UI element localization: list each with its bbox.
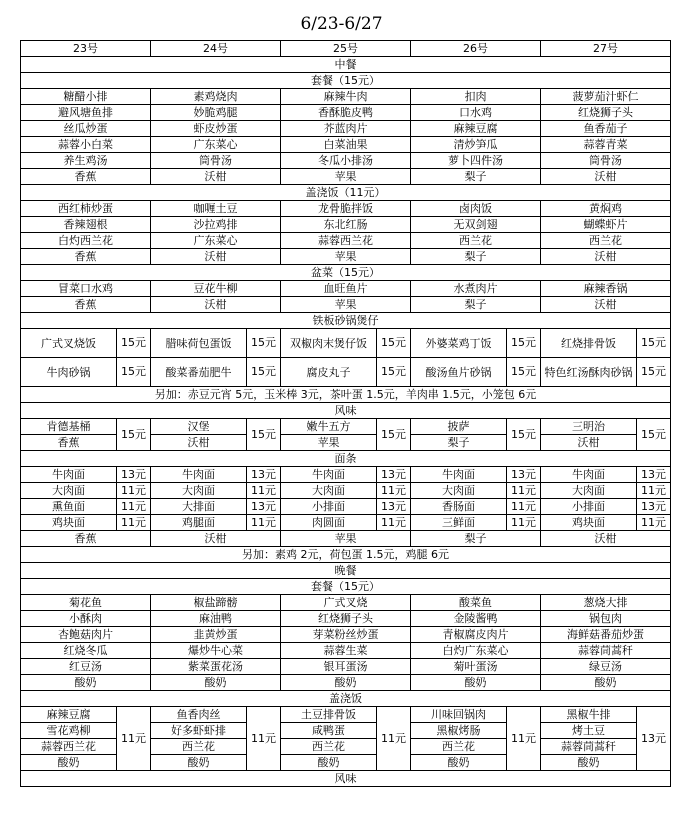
dinner-rice-dish-cell: 好多虾虾排 bbox=[151, 723, 247, 739]
noodle-dish-cell: 大肉面 bbox=[151, 483, 247, 499]
dinner-rice-price-cell: 11元 bbox=[247, 707, 281, 771]
lunch-rice-row bbox=[21, 201, 671, 217]
dish-cell: 素鸡烧肉 bbox=[151, 89, 281, 105]
noodle-dish-cell: 大肉面 bbox=[411, 483, 507, 499]
noodle-price-cell: 11元 bbox=[377, 483, 411, 499]
dish-cell: 芥蓝肉片 bbox=[281, 121, 411, 137]
noodle-dish-cell: 鸡块面 bbox=[541, 515, 637, 531]
dish-cell: 广式叉烧 bbox=[281, 595, 411, 611]
dish-cell: 椒盐蹄髈 bbox=[151, 595, 281, 611]
pot-price-cell: 15元 bbox=[507, 358, 541, 387]
dish-cell: 韭黄炒蛋 bbox=[151, 627, 281, 643]
western-price-cell: 15元 bbox=[377, 419, 411, 451]
dinner-rice-dish-cell: 西兰花 bbox=[411, 739, 507, 755]
lunch-set-row bbox=[21, 89, 671, 105]
dinner-rice-dish-cell: 酸奶 bbox=[541, 755, 637, 771]
dish-cell: 虾皮炒蛋 bbox=[151, 121, 281, 137]
dish-cell: 卤肉饭 bbox=[411, 201, 541, 217]
dish-cell: 口水鸡 bbox=[411, 105, 541, 121]
noodle-dish-cell: 牛肉面 bbox=[151, 467, 247, 483]
dinner-rice-dish-cell: 烤土豆 bbox=[541, 723, 637, 739]
lunch-set-row bbox=[21, 105, 671, 121]
dinner-header-row bbox=[21, 563, 671, 579]
western-dish-cell: 汉堡 bbox=[151, 419, 247, 435]
dinner-flavor-header: 风味 bbox=[21, 771, 671, 787]
lunch-bowl-row bbox=[21, 281, 671, 297]
dish-cell: 西红柿炒蛋 bbox=[21, 201, 151, 217]
dish-cell: 萝卜四件汤 bbox=[411, 153, 541, 169]
noodle-price-cell: 11元 bbox=[117, 483, 151, 499]
lunch-western-row bbox=[21, 419, 671, 435]
day-header: 26号 bbox=[411, 41, 541, 57]
dish-cell: 咖喱土豆 bbox=[151, 201, 281, 217]
lunch-header: 中餐 bbox=[21, 57, 671, 73]
lunch-bowl-header-row bbox=[21, 265, 671, 281]
pot-dish-cell: 双椒肉末煲仔饭 bbox=[281, 329, 377, 358]
dish-cell: 冒菜口水鸡 bbox=[21, 281, 151, 297]
dish-cell: 麻油鸭 bbox=[151, 611, 281, 627]
dinner-rice-price-cell: 11元 bbox=[377, 707, 411, 771]
lunch-rice-row bbox=[21, 233, 671, 249]
lunch-set-row bbox=[21, 137, 671, 153]
dish-cell: 青椒腐皮肉片 bbox=[411, 627, 541, 643]
dish-cell: 麻辣香锅 bbox=[541, 281, 671, 297]
dish-cell: 筒骨汤 bbox=[541, 153, 671, 169]
noodle-dish-cell: 大肉面 bbox=[281, 483, 377, 499]
dish-cell: 绿豆汤 bbox=[541, 659, 671, 675]
western-price-cell: 15元 bbox=[117, 419, 151, 451]
noodle-dish-cell: 三鲜面 bbox=[411, 515, 507, 531]
dish-cell: 金陵酱鸭 bbox=[411, 611, 541, 627]
dish-cell: 红豆汤 bbox=[21, 659, 151, 675]
dinner-rice-price-cell: 13元 bbox=[637, 707, 671, 771]
fruit-cell: 沃柑 bbox=[151, 531, 281, 547]
dish-cell: 沃柑 bbox=[541, 249, 671, 265]
dish-cell: 沙拉鸡排 bbox=[151, 217, 281, 233]
noodle-dish-cell: 肉圆面 bbox=[281, 515, 377, 531]
dish-cell: 酸奶 bbox=[541, 675, 671, 691]
pot-price-cell: 15元 bbox=[247, 329, 281, 358]
day-header-row bbox=[21, 41, 671, 57]
western-fruit-cell: 沃柑 bbox=[541, 435, 637, 451]
dish-cell: 蒜蓉生菜 bbox=[281, 643, 411, 659]
dinner-rice-dish-cell: 酸奶 bbox=[411, 755, 507, 771]
noodle-price-cell: 11元 bbox=[377, 515, 411, 531]
noodle-row bbox=[21, 467, 671, 483]
western-fruit-cell: 香蕉 bbox=[21, 435, 117, 451]
dish-cell: 白菜油果 bbox=[281, 137, 411, 153]
dish-cell: 爆炒牛心菜 bbox=[151, 643, 281, 659]
noodle-price-cell: 13元 bbox=[637, 467, 671, 483]
lunch-set-row bbox=[21, 169, 671, 185]
lunch-pot-row bbox=[21, 329, 671, 358]
lunch-header-row bbox=[21, 57, 671, 73]
dish-cell: 梨子 bbox=[411, 169, 541, 185]
dish-cell: 梨子 bbox=[411, 297, 541, 313]
western-dish-cell: 披萨 bbox=[411, 419, 507, 435]
western-price-cell: 15元 bbox=[507, 419, 541, 451]
dinner-set-row bbox=[21, 659, 671, 675]
day-header: 25号 bbox=[281, 41, 411, 57]
noodle-price-cell: 11元 bbox=[637, 483, 671, 499]
dish-cell: 香酥脆皮鸭 bbox=[281, 105, 411, 121]
dish-cell: 避风塘鱼排 bbox=[21, 105, 151, 121]
dinner-rice-dish-cell: 酸奶 bbox=[281, 755, 377, 771]
dish-cell: 水煮肉片 bbox=[411, 281, 541, 297]
lunch-western-header-row bbox=[21, 403, 671, 419]
noodle-dish-cell: 牛肉面 bbox=[411, 467, 507, 483]
dish-cell: 菠萝茄汁虾仁 bbox=[541, 89, 671, 105]
dish-cell: 酸奶 bbox=[21, 675, 151, 691]
noodle-dish-cell: 鸡块面 bbox=[21, 515, 117, 531]
noodle-dish-cell: 大排面 bbox=[151, 499, 247, 515]
dish-cell: 香辣翅根 bbox=[21, 217, 151, 233]
dish-cell: 酸菜鱼 bbox=[411, 595, 541, 611]
noodle-fruit-row bbox=[21, 531, 671, 547]
dish-cell: 香蕉 bbox=[21, 297, 151, 313]
noodle-price-cell: 11元 bbox=[637, 515, 671, 531]
dish-cell: 豆花牛柳 bbox=[151, 281, 281, 297]
dish-cell: 菊叶蛋汤 bbox=[411, 659, 541, 675]
dish-cell: 香蕉 bbox=[21, 249, 151, 265]
pot-price-cell: 15元 bbox=[507, 329, 541, 358]
western-dish-cell: 嫩牛五方 bbox=[281, 419, 377, 435]
noodle-dish-cell: 小排面 bbox=[541, 499, 637, 515]
pot-price-cell: 15元 bbox=[377, 329, 411, 358]
dinner-rice-dish-cell: 黑椒牛排 bbox=[541, 707, 637, 723]
noodle-dish-cell: 大肉面 bbox=[541, 483, 637, 499]
noodle-price-cell: 13元 bbox=[247, 467, 281, 483]
pot-dish-cell: 特色红汤酥肉砂锅 bbox=[541, 358, 637, 387]
pot-price-cell: 15元 bbox=[377, 358, 411, 387]
noodle-price-cell: 13元 bbox=[637, 499, 671, 515]
dish-cell: 白灼广东菜心 bbox=[411, 643, 541, 659]
dish-cell: 海鲜菇番茄炒蛋 bbox=[541, 627, 671, 643]
dish-cell: 苹果 bbox=[281, 297, 411, 313]
noodle-dish-cell: 小排面 bbox=[281, 499, 377, 515]
dish-cell: 酸奶 bbox=[411, 675, 541, 691]
dish-cell: 紫菜蛋花汤 bbox=[151, 659, 281, 675]
dish-cell: 小酥肉 bbox=[21, 611, 151, 627]
noodle-price-cell: 11元 bbox=[117, 499, 151, 515]
western-fruit-cell: 苹果 bbox=[281, 435, 377, 451]
dish-cell: 酸奶 bbox=[281, 675, 411, 691]
dish-cell: 苹果 bbox=[281, 249, 411, 265]
pot-dish-cell: 腊味荷包蛋饭 bbox=[151, 329, 247, 358]
lunch-set-row bbox=[21, 121, 671, 137]
lunch-noodles-header: 面条 bbox=[21, 451, 671, 467]
noodle-dish-cell: 香肠面 bbox=[411, 499, 507, 515]
dinner-rice-dish-cell: 西兰花 bbox=[281, 739, 377, 755]
dish-cell: 东北红肠 bbox=[281, 217, 411, 233]
pot-dish-cell: 广式叉烧饭 bbox=[21, 329, 117, 358]
dinner-rice-dish-cell: 蒜蓉西兰花 bbox=[21, 739, 117, 755]
western-dish-cell: 肯德基桶 bbox=[21, 419, 117, 435]
lunch-rice-header: 盖浇饭（11元） bbox=[21, 185, 671, 201]
dinner-rice-row bbox=[21, 707, 671, 723]
lunch-rice-row bbox=[21, 249, 671, 265]
lunch-pot-extra: 另加：赤豆元宵 5元，玉米棒 3元，茶叶蛋 1.5元，羊肉串 1.5元，小笼包 6元 bbox=[21, 387, 671, 403]
dinner-rice-price-cell: 11元 bbox=[507, 707, 541, 771]
dinner-set-header: 套餐（15元） bbox=[21, 579, 671, 595]
dish-cell: 筒骨汤 bbox=[151, 153, 281, 169]
dinner-rice-dish-cell: 酸奶 bbox=[151, 755, 247, 771]
dish-cell: 酸奶 bbox=[151, 675, 281, 691]
noodle-price-cell: 13元 bbox=[377, 467, 411, 483]
lunch-pot-header-row bbox=[21, 313, 671, 329]
lunch-rice-header-row bbox=[21, 185, 671, 201]
weekly-menu-table bbox=[20, 40, 671, 787]
pot-price-cell: 15元 bbox=[117, 329, 151, 358]
dinner-set-row bbox=[21, 627, 671, 643]
dish-cell: 血旺鱼片 bbox=[281, 281, 411, 297]
pot-dish-cell: 酸菜番茄肥牛 bbox=[151, 358, 247, 387]
dish-cell: 沃柑 bbox=[541, 297, 671, 313]
dish-cell: 蝴蝶虾片 bbox=[541, 217, 671, 233]
dish-cell: 无双剑翅 bbox=[411, 217, 541, 233]
dinner-rice-header: 盖浇饭 bbox=[21, 691, 671, 707]
dish-cell: 芽菜粉丝炒蛋 bbox=[281, 627, 411, 643]
noodle-row bbox=[21, 499, 671, 515]
noodle-price-cell: 11元 bbox=[507, 499, 541, 515]
dinner-header: 晚餐 bbox=[21, 563, 671, 579]
dish-cell: 红烧冬瓜 bbox=[21, 643, 151, 659]
dish-cell: 红烧狮子头 bbox=[541, 105, 671, 121]
dinner-rice-dish-cell: 川味回锅肉 bbox=[411, 707, 507, 723]
lunch-set-header: 套餐（15元） bbox=[21, 73, 671, 89]
dish-cell: 银耳蛋汤 bbox=[281, 659, 411, 675]
dish-cell: 龙骨脆拌饭 bbox=[281, 201, 411, 217]
dinner-set-row bbox=[21, 611, 671, 627]
western-fruit-cell: 梨子 bbox=[411, 435, 507, 451]
dinner-rice-dish-cell: 蒜蓉茼蒿秆 bbox=[541, 739, 637, 755]
dish-cell: 麻辣牛肉 bbox=[281, 89, 411, 105]
noodle-price-cell: 11元 bbox=[117, 515, 151, 531]
dish-cell: 菊花鱼 bbox=[21, 595, 151, 611]
fruit-cell: 沃柑 bbox=[541, 531, 671, 547]
pot-price-cell: 15元 bbox=[637, 358, 671, 387]
western-price-cell: 15元 bbox=[637, 419, 671, 451]
noodle-row bbox=[21, 515, 671, 531]
dish-cell: 锅包肉 bbox=[541, 611, 671, 627]
noodle-price-cell: 11元 bbox=[507, 483, 541, 499]
dish-cell: 广东菜心 bbox=[151, 233, 281, 249]
pot-dish-cell: 腐皮丸子 bbox=[281, 358, 377, 387]
day-header: 23号 bbox=[21, 41, 151, 57]
pot-price-cell: 15元 bbox=[117, 358, 151, 387]
lunch-pot-header: 铁板砂锅煲仔 bbox=[21, 313, 671, 329]
dish-cell: 养生鸡汤 bbox=[21, 153, 151, 169]
fruit-cell: 苹果 bbox=[281, 531, 411, 547]
western-dish-cell: 三明治 bbox=[541, 419, 637, 435]
dish-cell: 白灼西兰花 bbox=[21, 233, 151, 249]
dish-cell: 丝瓜炒蛋 bbox=[21, 121, 151, 137]
dish-cell: 扣肉 bbox=[411, 89, 541, 105]
dinner-rice-dish-cell: 鱼香肉丝 bbox=[151, 707, 247, 723]
dinner-rice-header-row bbox=[21, 691, 671, 707]
lunch-western-header: 风味 bbox=[21, 403, 671, 419]
pot-price-cell: 15元 bbox=[637, 329, 671, 358]
noodle-dish-cell: 牛肉面 bbox=[541, 467, 637, 483]
lunch-pot-extra-row bbox=[21, 387, 671, 403]
pot-price-cell: 15元 bbox=[247, 358, 281, 387]
fruit-cell: 香蕉 bbox=[21, 531, 151, 547]
noodle-dish-cell: 牛肉面 bbox=[281, 467, 377, 483]
lunch-pot-row bbox=[21, 358, 671, 387]
dish-cell: 西兰花 bbox=[411, 233, 541, 249]
noodle-price-cell: 11元 bbox=[247, 483, 281, 499]
dinner-rice-dish-cell: 黑椒烤肠 bbox=[411, 723, 507, 739]
dish-cell: 沃柑 bbox=[151, 297, 281, 313]
dinner-rice-dish-cell: 酸奶 bbox=[21, 755, 117, 771]
dish-cell: 清炒笋瓜 bbox=[411, 137, 541, 153]
page-title: 6/23-6/27 bbox=[300, 14, 383, 34]
noodle-price-cell: 13元 bbox=[507, 467, 541, 483]
western-price-cell: 15元 bbox=[247, 419, 281, 451]
dinner-rice-dish-cell: 西兰花 bbox=[151, 739, 247, 755]
dish-cell: 沃柑 bbox=[151, 169, 281, 185]
pot-dish-cell: 外婆菜鸡丁饭 bbox=[411, 329, 507, 358]
dinner-set-row bbox=[21, 643, 671, 659]
dish-cell: 苹果 bbox=[281, 169, 411, 185]
dinner-set-header-row bbox=[21, 579, 671, 595]
noodle-price-cell: 13元 bbox=[247, 499, 281, 515]
lunch-noodles-header-row bbox=[21, 451, 671, 467]
dish-cell: 葱烧大排 bbox=[541, 595, 671, 611]
noodle-row bbox=[21, 483, 671, 499]
pot-dish-cell: 酸汤鱼片砂锅 bbox=[411, 358, 507, 387]
lunch-rice-row bbox=[21, 217, 671, 233]
lunch-bowl-header: 盆菜（15元） bbox=[21, 265, 671, 281]
pot-dish-cell: 牛肉砂锅 bbox=[21, 358, 117, 387]
dish-cell: 妙脆鸡腿 bbox=[151, 105, 281, 121]
dinner-rice-price-cell: 11元 bbox=[117, 707, 151, 771]
dinner-rice-dish-cell: 咸鸭蛋 bbox=[281, 723, 377, 739]
dinner-set-row bbox=[21, 675, 671, 691]
dish-cell: 蒜蓉小白菜 bbox=[21, 137, 151, 153]
noodle-price-cell: 13元 bbox=[117, 467, 151, 483]
dinner-rice-dish-cell: 雪花鸡柳 bbox=[21, 723, 117, 739]
dinner-rice-dish-cell: 土豆排骨饭 bbox=[281, 707, 377, 723]
lunch-set-row bbox=[21, 153, 671, 169]
dish-cell: 西兰花 bbox=[541, 233, 671, 249]
dish-cell: 红烧狮子头 bbox=[281, 611, 411, 627]
lunch-noodles-extra: 另加：素鸡 2元，荷包蛋 1.5元，鸡腿 6元 bbox=[21, 547, 671, 563]
dish-cell: 沃柑 bbox=[151, 249, 281, 265]
lunch-noodles-extra-row bbox=[21, 547, 671, 563]
noodle-dish-cell: 鸡腿面 bbox=[151, 515, 247, 531]
noodle-dish-cell: 熏鱼面 bbox=[21, 499, 117, 515]
pot-dish-cell: 红烧排骨饭 bbox=[541, 329, 637, 358]
dish-cell: 蒜蓉西兰花 bbox=[281, 233, 411, 249]
dinner-rice-dish-cell: 麻辣豆腐 bbox=[21, 707, 117, 723]
dish-cell: 沃柑 bbox=[541, 169, 671, 185]
dish-cell: 香蕉 bbox=[21, 169, 151, 185]
dinner-flavor-header-row bbox=[21, 771, 671, 787]
day-header: 24号 bbox=[151, 41, 281, 57]
dish-cell: 糖醋小排 bbox=[21, 89, 151, 105]
noodle-price-cell: 13元 bbox=[377, 499, 411, 515]
dish-cell: 蒜蓉青菜 bbox=[541, 137, 671, 153]
dish-cell: 鱼香茄子 bbox=[541, 121, 671, 137]
day-header: 27号 bbox=[541, 41, 671, 57]
western-fruit-cell: 沃柑 bbox=[151, 435, 247, 451]
noodle-price-cell: 11元 bbox=[247, 515, 281, 531]
dinner-set-row bbox=[21, 595, 671, 611]
dish-cell: 麻辣豆腐 bbox=[411, 121, 541, 137]
dish-cell: 冬瓜小排汤 bbox=[281, 153, 411, 169]
dish-cell: 杏鲍菇肉片 bbox=[21, 627, 151, 643]
fruit-cell: 梨子 bbox=[411, 531, 541, 547]
lunch-bowl-row bbox=[21, 297, 671, 313]
dish-cell: 广东菜心 bbox=[151, 137, 281, 153]
noodle-dish-cell: 大肉面 bbox=[21, 483, 117, 499]
dish-cell: 蒜蓉茼蒿秆 bbox=[541, 643, 671, 659]
lunch-set-header-row bbox=[21, 73, 671, 89]
dish-cell: 黄焖鸡 bbox=[541, 201, 671, 217]
noodle-price-cell: 11元 bbox=[507, 515, 541, 531]
noodle-dish-cell: 牛肉面 bbox=[21, 467, 117, 483]
dish-cell: 梨子 bbox=[411, 249, 541, 265]
